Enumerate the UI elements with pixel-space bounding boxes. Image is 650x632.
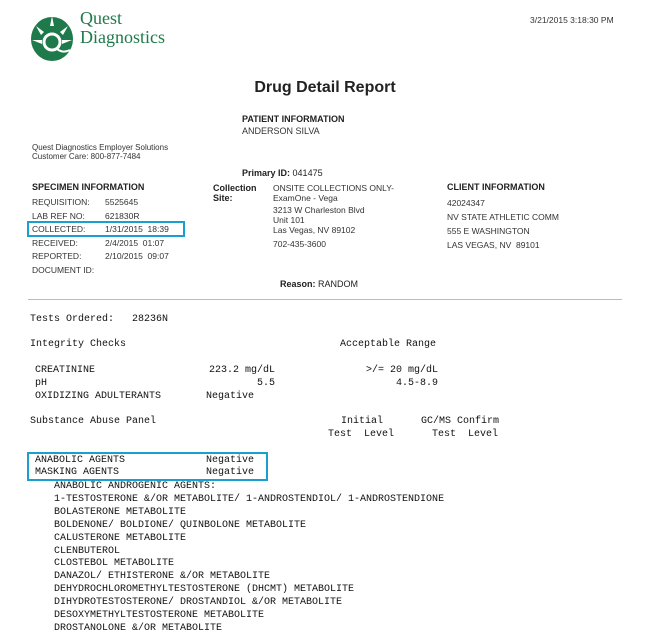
agent-list-item: CLOSTEBOL METABOLITE <box>54 558 175 570</box>
employer-info <box>32 143 168 161</box>
client-line: 42024347 <box>447 198 485 208</box>
specimen-value: 2/4/2015 01:07 <box>105 237 165 248</box>
integrity-heading: Integrity Checks <box>30 339 127 350</box>
tests-ordered <box>30 314 168 325</box>
panel-heading: Substance Abuse Panel <box>30 416 157 427</box>
specimen-heading: SPECIMEN INFORMATION <box>32 182 145 192</box>
site-label: Site: <box>213 193 233 203</box>
client-line: NV STATE ATHLETIC COMM <box>447 212 559 222</box>
integrity-result: 5.5 <box>256 378 275 389</box>
collection-site-line: ONSITE COLLECTIONS ONLY- <box>273 183 394 193</box>
quest-logo-icon <box>30 12 76 62</box>
tests-ordered-value: 28236N <box>132 314 169 325</box>
patient-name: ANDERSON SILVA <box>242 126 320 136</box>
logo-line2: Diagnostics <box>80 27 165 47</box>
agent-list-item: DANAZOL/ ETHISTERONE &/OR METABOLITE <box>54 571 271 583</box>
primary-id-label: Primary ID: <box>242 168 291 178</box>
client-heading: CLIENT INFORMATION <box>447 182 545 192</box>
report-title: Drug Detail Report <box>254 79 396 96</box>
specimen-label: REPORTED: <box>32 251 82 262</box>
range-heading: Acceptable Range <box>340 339 437 350</box>
specimen-label: REQUISITION: <box>32 197 90 207</box>
primary-id <box>242 168 323 178</box>
panel-result-value: Negative <box>206 455 255 466</box>
panel-result-value: Negative <box>206 467 255 478</box>
agent-list-item: CLENBUTEROL <box>54 545 121 557</box>
reason <box>280 279 358 289</box>
logo-line1: Quest <box>80 8 122 28</box>
tests-ordered-label: Tests Ordered: <box>30 314 115 325</box>
agent-list-item: DROSTANOLONE &/OR METABOLITE <box>54 622 223 632</box>
gcms-heading: GC/MS Confirm <box>421 416 500 427</box>
integrity-name: CREATININE <box>35 365 96 376</box>
integrity-result: 223.2 mg/dL <box>208 365 275 376</box>
logo-text <box>80 9 165 47</box>
specimen-label: DOCUMENT ID: <box>32 265 95 275</box>
integrity-range: >/= 20 mg/dL <box>365 365 438 376</box>
integrity-name: pH <box>35 378 48 389</box>
specimen-label: LAB REF NO: <box>32 210 85 221</box>
specimen-value: 1/31/2015 18:39 <box>105 224 169 235</box>
specimen-value: 621830R <box>105 210 140 221</box>
specimen-value: 5525645 <box>105 197 139 207</box>
gcms-subheading: Test Level <box>432 429 499 440</box>
patient-heading: PATIENT INFORMATION <box>242 114 345 124</box>
collection-site-label <box>213 183 257 203</box>
employer-name: Quest Diagnostics Employer Solutions <box>32 143 169 152</box>
collection-label: Collection <box>213 183 257 193</box>
integrity-range: 4.5-8.9 <box>395 378 438 389</box>
agent-list-item: CALUSTERONE METABOLITE <box>54 532 187 544</box>
integrity-result: Negative <box>206 391 255 402</box>
reason-label: Reason: <box>280 279 316 289</box>
collection-site-line: Las Vegas, NV 89102 <box>273 225 356 235</box>
agent-list-item: ANABOLIC ANDROGENIC AGENTS: <box>54 481 217 492</box>
collection-site-line: 702-435-3600 <box>273 239 326 249</box>
timestamp: 3/21/2015 3:18:30 PM <box>530 15 614 25</box>
agent-list-item: DEHYDROCHLOROMETHYLTESTOSTERONE (DHCMT) METABOLITE <box>54 584 355 596</box>
specimen-label: RECEIVED: <box>32 237 78 248</box>
client-line: LAS VEGAS, NV 89101 <box>447 240 540 250</box>
agent-list-item: DESOXYMETHYLTESTOSTERONE METABOLITE <box>54 610 265 621</box>
initial-subheading: Test Level <box>328 429 395 440</box>
initial-heading: Initial <box>341 416 384 427</box>
collection-site-line: 3213 W Charleston Blvd <box>273 205 365 215</box>
customer-care: Customer Care: 800-877-7484 <box>32 152 141 161</box>
client-line: 555 E WASHINGTON <box>447 226 530 236</box>
primary-id-value: 041475 <box>292 168 323 178</box>
integrity-name: OXIDIZING ADULTERANTS <box>35 391 162 402</box>
collection-site-line: ExamOne - Vega <box>273 193 338 203</box>
specimen-label: COLLECTED: <box>32 224 86 235</box>
reason-value: RANDOM <box>318 279 359 289</box>
agent-list-item: 1-TESTOSTERONE &/OR METABOLITE/ 1-ANDROSTENDIOL/ 1-ANDROSTENDIONE <box>54 493 445 505</box>
panel-result-name: MASKING AGENTS <box>35 467 120 478</box>
agent-list-item: BOLDENONE/ BOLDIONE/ QUINBOLONE METABOLITE <box>54 519 307 531</box>
panel-result-name: ANABOLIC AGENTS <box>35 455 126 466</box>
agent-list-item: BOLASTERONE METABOLITE <box>54 506 187 518</box>
divider <box>28 299 622 300</box>
specimen-value: 2/10/2015 09:07 <box>105 251 169 262</box>
collection-site-line: Unit 101 <box>273 215 305 225</box>
agent-list-item: DIHYDROTESTOSTERONE/ DROSTANDIOL &/OR METABOLITE <box>54 597 343 609</box>
